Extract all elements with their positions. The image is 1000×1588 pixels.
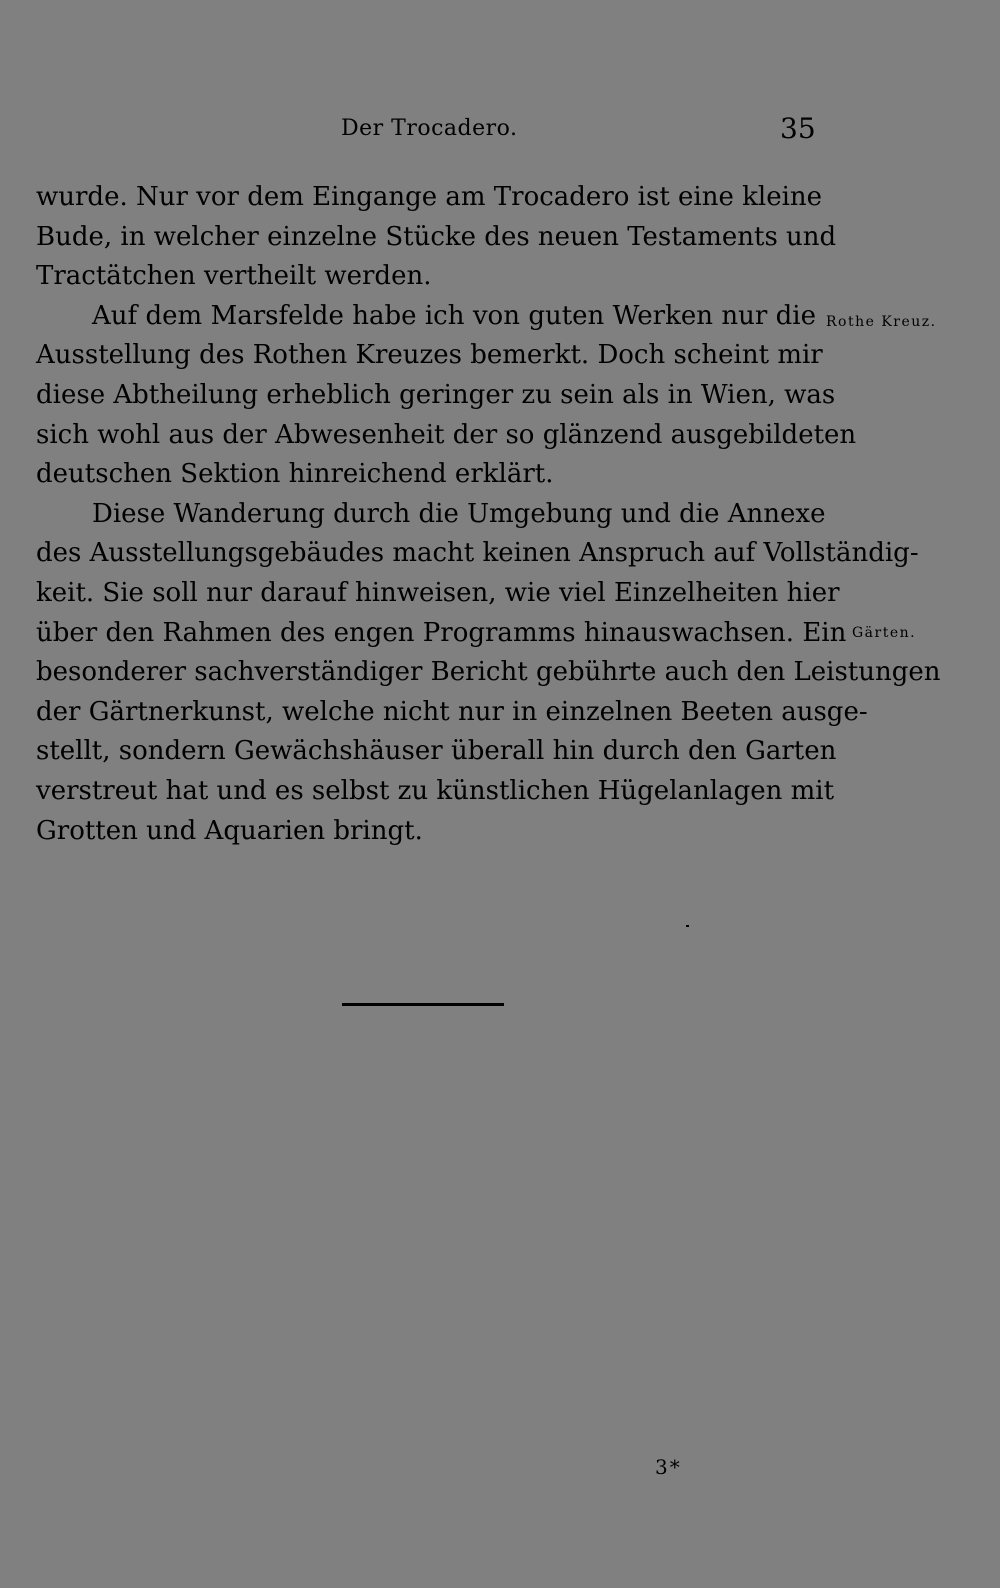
text-line: des Ausstellungsgebäudes macht keinen Anspruch auf Vollständig- [36,538,919,569]
section-end-rule [342,1003,504,1006]
text-line: Tractätchen vertheilt werden. [36,261,432,292]
page-number: 35 [780,112,816,145]
signature-mark: 3* [655,1455,682,1479]
text-line: sich wohl aus der Abwesenheit der so glänzend ausgebildeten [36,419,857,450]
text-line: Ausstellung des Rothen Kreuzes bemerkt. Doch scheint mir [36,340,823,371]
margin-note-rothe-kreuz: Rothe Kreuz. [826,314,937,330]
stray-mark [686,925,689,927]
text-line: keit. Sie soll nur darauf hinweisen, wie viel Einzelheiten hier [36,577,840,608]
text-line: wurde. Nur vor dem Eingange am Trocadero ist eine kleine [36,182,823,212]
margin-note-gaerten: Gärten. [852,625,917,641]
text-line: Diese Wanderung durch die Umgebung und die Annexe [92,498,826,529]
text-line: der Gärtnerkunst, welche nicht nur in einzelnen Beeten ausge- [36,696,868,727]
text-line: verstreut hat und es selbst zu künstlichen Hügelanlagen mit [36,775,835,806]
text-line: diese Abtheilung erheblich geringer zu sein als in Wien, was [36,379,836,410]
text-line: Grotten und Aquarien bringt. [36,815,423,846]
text-line: Auf dem Marsfelde habe ich von guten Werken nur die [92,300,816,331]
text-line: über den Rahmen des engen Programms hinauswachsen. Ein [36,617,847,648]
paragraph-1 [36,178,837,297]
text-line: deutschen Sektion hinreichend erklärt. [36,459,554,490]
running-title: Der Trocadero. [341,116,518,141]
text-line: besonderer sachverständiger Bericht gebührte auch den Leistungen [36,657,941,688]
text-line: Bude, in welcher einzelne Stücke des neuen Testaments und [36,221,837,252]
page-header [0,112,1000,146]
text-line: stellt, sondern Gewächshäuser überall hin durch den Garten [36,736,837,767]
paragraph-2 [36,297,857,495]
